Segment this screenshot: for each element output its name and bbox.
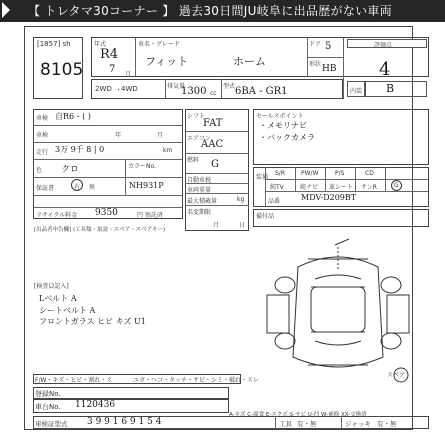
selling-point-item: ・メモリナビ — [259, 121, 307, 130]
spare-label: スペア — [387, 372, 406, 379]
recycle-label: リサイクル料金 — [36, 212, 78, 219]
warranty-none: 無 — [89, 184, 96, 191]
auction-sheet: [1857] sh 8105 年式 R4 7 月 車名・グレード フィット ホーム ドア 5 形状 HB 評価点 4 内装 B 2WD ・ 4WD 排気量 1300 cc 型式 6BA - GR1 車検 自R6・( ) 車検 年 月 走行 3万 9千 8 | 0 km 色 クロ カラーNo. NH931P 保証書 有 無 リサイクル料金 9350 円 預託済 [出品者申告欄] (工具類・取説・スペア・スペアキー) シフト FAT エアコン AAC 燃料 G 自動車税 車両重量 最大積載量 kg 名変期限 月 日 セールスポイント ・メモリナビ ・バックカメラ 装備 S/R PW/W P/S CD 純TV 純ナビ 革シート サンR G 品番 MDV-D209BT 備付品 [検査員記入] Lベルト A シートベルト A フロントガラス ヒビ キズ U1 スペア F/W・キズ・ヒビ・割れ・ス ユガ・ヘコ・タッチ・サビ・シミ・破れ・スレ 登録No. 車台No. 1120436 A-キズ C-腐食 E-エクボ S-サビ U-凹 W-補修 XX-交換済 車検証型式 3 9 9 1 6 9 1 5 4 工具 有・無 ジャッキ 有・無 — [24, 26, 413, 430]
month-unit: 月 — [125, 71, 132, 78]
year-value: R4 — [100, 47, 119, 62]
history-month: 月 — [157, 132, 164, 139]
equip-navi: 純ナビ — [300, 184, 319, 191]
history-year: 年 — [115, 132, 122, 139]
selling-points-label: セールスポイント — [256, 113, 304, 120]
jack-label: ジャッキ — [345, 420, 371, 428]
capacity-label: 最大積載量 — [187, 198, 218, 205]
equip-leather: 革シート — [329, 184, 354, 191]
ac-label: エアコン — [187, 135, 211, 142]
equip-sunroof: サンR — [361, 184, 377, 191]
storage-note: [出品者申告欄] (工具類・取説・スペア・スペアキー) — [34, 227, 166, 233]
body-shape: HB — [322, 64, 337, 74]
fuel-label: 燃料 — [187, 157, 200, 164]
banner-text: 【 トレタマ30コーナー 】 過去30日間JU岐阜に出品歴がない車両 — [28, 4, 393, 18]
legend-text-2: ユガ・ヘコ・タッチ・サビ・シミ・破れ・スレ — [133, 377, 260, 384]
chassis-row — [33, 399, 229, 413]
lot-year-label: [1857] sh — [37, 40, 71, 48]
equip-cd: CD — [365, 170, 374, 177]
interior-score: B — [386, 82, 395, 95]
door-count: 5 — [325, 41, 332, 52]
lot-number: 8105 — [40, 60, 84, 80]
extras-label: 備付品 — [256, 213, 275, 220]
equip-pw: PW/W — [301, 170, 319, 177]
shape-label: 形状 — [309, 61, 322, 68]
drive-2wd: 2WD — [95, 85, 112, 93]
history-label: 車検 — [36, 132, 49, 139]
equip-sr: S/R — [275, 170, 285, 177]
eval-label-box — [347, 39, 427, 48]
bodytype-label: 名変期限 — [187, 209, 212, 216]
interior-label-box — [347, 81, 365, 97]
extras-box — [253, 209, 429, 227]
bodytype-month: 月 — [213, 222, 220, 229]
shift-value: FAT — [203, 118, 223, 129]
tax-label: 自動車税 — [187, 177, 212, 184]
fuel-value: G — [211, 159, 219, 170]
inspection-label: 車検 — [36, 115, 49, 122]
era-label: 年式 — [94, 41, 107, 48]
color-value: クロ — [61, 165, 80, 175]
mileage-value: 3万 9千 8 | 0 — [55, 145, 105, 154]
recycle-amount: 9350 — [95, 208, 118, 218]
corner-arrow-icon — [1, 1, 11, 19]
warranty-label: 保証書 — [36, 185, 55, 192]
jack-value: 有・無 — [377, 420, 397, 428]
month-value: 7 — [109, 64, 116, 75]
lot-box — [33, 37, 83, 99]
registration-row — [33, 387, 229, 399]
car-grade: ホーム — [233, 55, 266, 68]
equip-model-label: 品番 — [268, 198, 281, 205]
report-heading: [検査員記入] — [34, 283, 69, 290]
door-label: ドア — [309, 41, 321, 48]
eval-label: 評価点 — [374, 42, 393, 49]
report-note: フロントガラス ヒビ キズ U1 — [39, 317, 146, 326]
chassis-label: 車台No. — [35, 403, 61, 411]
equip-model: MDV-D209BT — [301, 193, 357, 202]
report-note: シートベルト A — [39, 306, 96, 315]
cert-label: 車検証型式 — [35, 420, 68, 428]
equip-ps: P/S — [335, 170, 345, 177]
report-note: Lベルト A — [39, 294, 77, 303]
reg-label: 登録No. — [35, 390, 61, 398]
drive-4wd: 4WD — [121, 85, 138, 93]
equip-g: G — [394, 182, 399, 189]
car-name: フィット — [145, 55, 189, 68]
legend-text: F/W・キズ・ヒビ・割れ・ス — [35, 377, 113, 384]
bodytype-day: 日 — [239, 222, 246, 229]
color-code: NH931P — [129, 181, 164, 190]
inspection-value: 自R6・( ) — [55, 112, 91, 121]
capacity-unit: kg — [237, 196, 245, 203]
car-diagram — [253, 237, 423, 387]
eval-score: 4 — [379, 59, 391, 80]
recycle-unit: 円 預託済 — [137, 212, 163, 219]
interior-score-box — [365, 81, 427, 97]
color-label: 色 — [36, 167, 43, 174]
color-no-label: カラーNo. — [128, 163, 156, 170]
title-banner — [0, 0, 445, 22]
cert-digits: 3 9 9 1 6 9 1 5 4 — [87, 417, 162, 427]
ac-value: AAC — [201, 139, 224, 150]
equip-tv: 純TV — [270, 184, 284, 191]
tools-label: 工具 — [279, 420, 292, 428]
displacement-value: 1300 — [181, 86, 207, 97]
model-label: 型式 — [223, 83, 236, 90]
model-value: 6BA - GR1 — [235, 86, 288, 97]
selling-point-item: ・バックカメラ — [259, 133, 315, 142]
mileage-label: 走行 — [36, 149, 49, 156]
displacement-unit: cc — [210, 90, 217, 97]
displacement-label: 排気量 — [167, 83, 186, 90]
equipment-label: 装備 — [256, 174, 269, 181]
name-grade-label: 車名・グレード — [138, 41, 181, 48]
interior-label: 内装 — [350, 88, 363, 95]
tools-value: 有・無 — [297, 420, 317, 428]
code-line: A-キズ C-腐食 E-エクボ S-サビ U-凹 W-補修 XX-交換済 — [229, 412, 367, 418]
warranty-have: 有 — [74, 184, 81, 191]
shift-label: シフト — [187, 113, 206, 120]
mileage-unit: km — [163, 147, 173, 154]
chassis-number: 1120436 — [75, 400, 116, 410]
weight-label: 車両重量 — [187, 187, 212, 194]
